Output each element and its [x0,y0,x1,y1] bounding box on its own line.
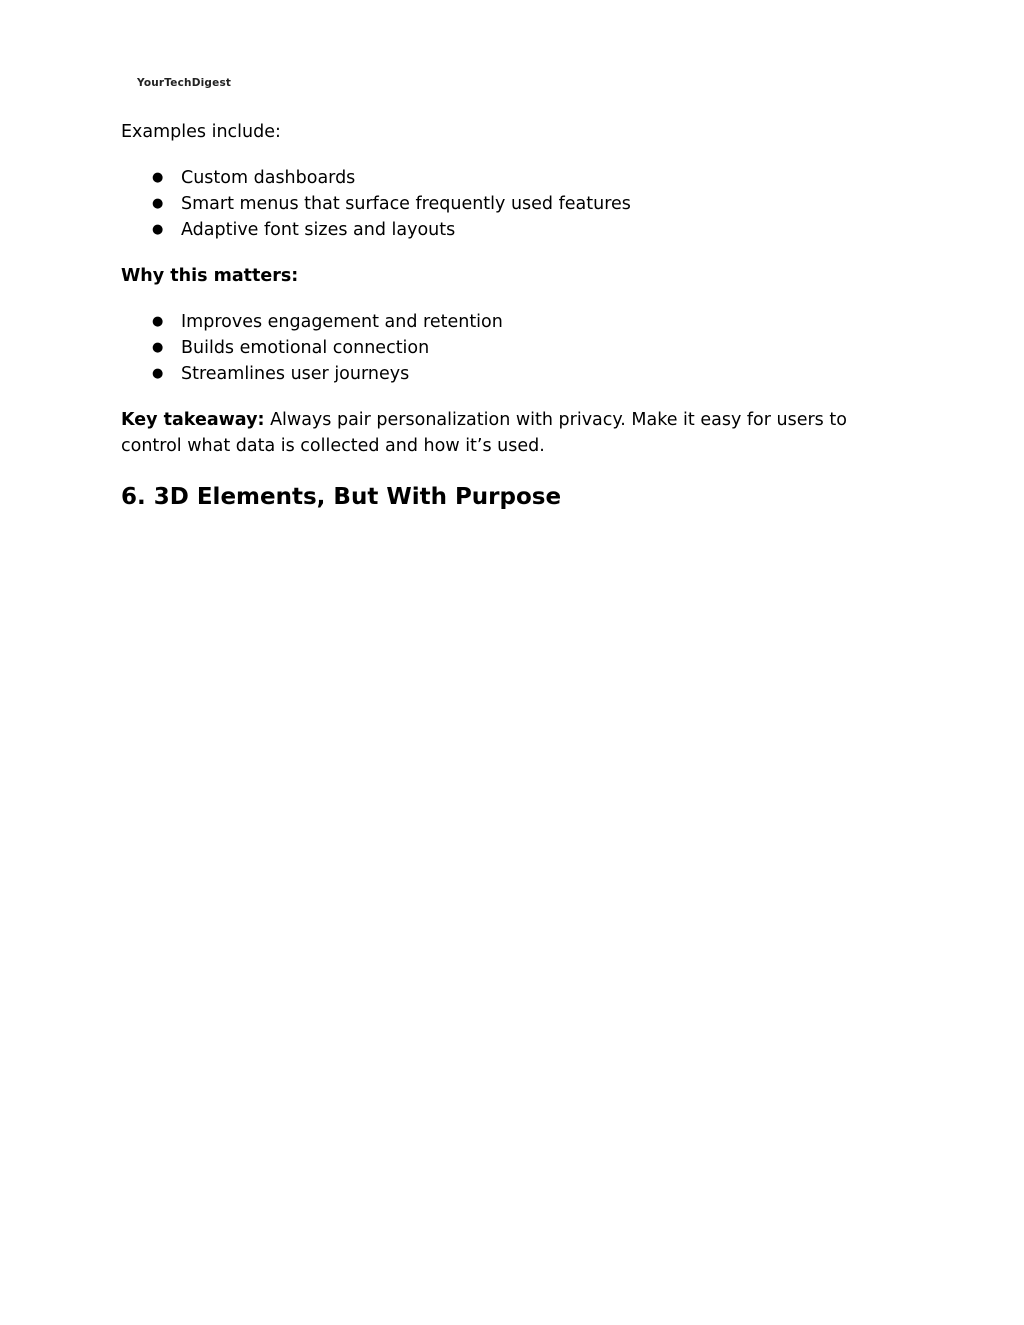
section-heading: 6. 3D Elements, But With Purpose [121,484,562,510]
key-takeaway [121,407,911,459]
list-item-text: Smart menus that surface frequently used features [181,194,631,214]
bullet-icon: ● [152,314,164,329]
why-heading: Why this matters: [121,266,299,286]
list-item [121,217,911,243]
examples-intro: Examples include: [121,122,281,142]
bullet-icon: ● [152,196,164,211]
list-item [121,191,911,217]
bullet-icon: ● [152,222,164,237]
bullet-icon: ● [152,340,164,355]
examples-list [121,165,911,243]
list-item [121,165,911,191]
takeaway-label: Key takeaway: [121,410,265,430]
list-item-text: Adaptive font sizes and layouts [181,220,456,240]
list-item [121,361,911,387]
benefits-list [121,309,911,387]
list-item [121,335,911,361]
list-item-text: Builds emotional connection [181,338,430,358]
site-logo: YourTechDigest [137,77,232,89]
list-item [121,309,911,335]
takeaway-text: Always pair personalization with privacy. Make it easy for users to control what data is collected and how it’s used. [121,410,847,456]
bullet-icon: ● [152,366,164,381]
list-item-text: Custom dashboards [181,168,356,188]
list-item-text: Improves engagement and retention [181,312,503,332]
article-body [121,119,911,512]
bullet-icon: ● [152,170,164,185]
list-item-text: Streamlines user journeys [181,364,410,384]
